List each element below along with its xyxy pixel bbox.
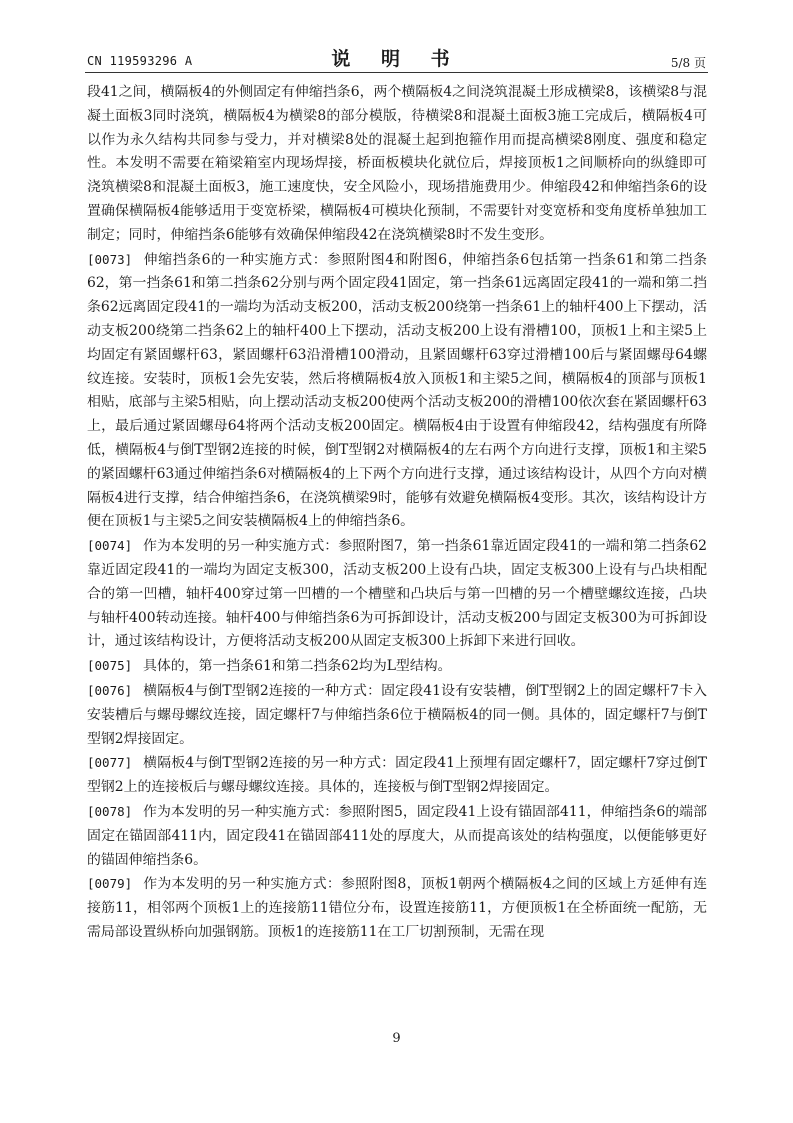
paragraph-number: [0078] <box>87 803 133 819</box>
paragraph-continuation <box>87 81 707 248</box>
paragraph-text: 伸缩挡条6的一种实施方式：参照附图4和附图6，伸缩挡条6包括第一挡条61和第二挡条62，第一挡条61和第二挡条62分别与两个固定段41固定，第一挡条61远离固定段41的一端和第二挡条62远离固定段41的一端均为活动支板200，活动支板200绕第一挡条61上的轴杆400上下摆动，活动支板200绕第二挡条62上的轴杆400上下摆动，活动支板200上设有滑槽100，顶板1上和主梁5上均固定有紧固螺杆63，紧固螺杆63沿滑槽100滑动，且紧固螺杆63穿过滑槽100后与紧固螺母64螺纹连接。安装时，顶板1会先安装，然后将横隔板4放入顶板1和主梁5之间，横隔板4的顶部与顶板1相贴，底部与主梁5相贴，向上摆动活动支板200使两个活动支板200的滑槽100依次套在紧固螺杆63上，最后通过紧固螺母64将两个活动支板200固定。横隔板4由于设置有伸缩段42，结构强度有所降低，横隔板4与倒T型钢2连接的时候，倒T型钢2对横隔板4的左右两个方向进行支撑，顶板1和主梁5的紧固螺杆63通过伸缩挡条6对横隔板4的上下两个方向进行支撑，通过该结构设计，从四个方向对横隔板4进行支撑，结合伸缩挡条6，在浇筑横梁9时，能够有效避免横隔板4变形。其次，该结构设计方便在顶板1与主梁5之间安装横隔板4上的伸缩挡条6。 <box>87 251 708 530</box>
page-number: 9 <box>392 1031 401 1046</box>
paragraph-number: [0077] <box>87 755 133 771</box>
paragraph-number: [0075] <box>87 658 133 674</box>
paragraph-text: 横隔板4与倒T型钢2连接的一种方式：固定段41设有安装槽，倒T型钢2上的固定螺杆7卡入安装槽后与螺母螺纹连接，固定螺杆7与伸缩挡条6位于横隔板4的同一侧。具体的，固定螺杆7与倒T型钢2焊接固定。 <box>87 682 707 747</box>
paragraph-0074 <box>87 534 707 654</box>
page-header <box>0 0 793 80</box>
description-body <box>87 81 707 945</box>
header-divider <box>85 72 708 73</box>
paragraph-0076 <box>87 679 707 751</box>
page-indicator: 5/8 页 <box>670 56 706 70</box>
paragraph-text: 横隔板4与倒T型钢2连接的另一种方式：固定段41上预埋有固定螺杆7，固定螺杆7穿过倒T型钢2上的连接板后与螺母螺纹连接。具体的，连接板与倒T型钢2焊接固定。 <box>87 755 707 796</box>
patent-number: CN 119593296 A <box>87 54 193 68</box>
paragraph-text: 段41之间，横隔板4的外侧固定有伸缩挡条6，两个横隔板4之间浇筑混凝土形成横梁8，该横梁8与混凝土面板3同时浇筑，横隔板4为横梁8的部分模版，待横梁8和混凝土面板3施工完成后，横隔板4可以作为永久结构共同参与受力，并对横梁8处的混凝土起到抱箍作用而提高横梁8刚度、强度和稳定性。本发明不需要在箱梁箱室内现场焊接，桥面板模块化就位后，焊接顶板1之间顺桥向的纵缝即可浇筑横梁8和混凝土面板3，施工速度快，安全风险小，现场措施费用少。伸缩段42和伸缩挡条6的设置确保横隔板4能够适用于变宽桥梁，横隔板4可模块化预制，不需要针对变宽桥和变角度桥单独加工制定；同时，伸缩挡条6能够有效确保伸缩段42在浇筑横梁8时不发生变形。 <box>87 84 707 243</box>
paragraph-0079 <box>87 872 707 944</box>
document-title: 说 明 书 <box>331 48 462 70</box>
paragraph-text: 作为本发明的另一种实施方式：参照附图5，固定段41上设有锚固部411，伸缩挡条6的端部固定在锚固部411内，固定段41在锚固部411处的厚度大，从而提高该处的结构强度，以便能够更好的锚固伸缩挡条6。 <box>87 803 707 868</box>
paragraph-0075 <box>87 654 707 679</box>
paragraph-text: 具体的，第一挡条61和第二挡条62均为L型结构。 <box>143 658 452 675</box>
paragraph-text: 作为本发明的另一种实施方式：参照附图8，顶板1朝两个横隔板4之间的区域上方延伸有连接筋11，相邻两个顶板1上的连接筋11错位分布，设置连接筋11，方便顶板1在全桥面统一配筋，无需局部设置纵桥向加强钢筋。顶板1的连接筋11在工厂切割预制，无需在现 <box>87 876 707 940</box>
paragraph-number: [0079] <box>87 876 133 892</box>
paragraph-number: [0076] <box>87 682 133 698</box>
paragraph-0078 <box>87 800 707 872</box>
paragraph-text: 作为本发明的另一种实施方式：参照附图7，第一挡条61靠近固定段41的一端和第二挡条62靠近固定段41的一端均为固定支板300，活动支板200上设有凸块，固定支板300上设有与凸块相配合的第一凹槽，轴杆400穿过第一凹槽的一个槽壁和凸块后与第一凹槽的另一个槽壁螺纹连接，凸块与轴杆400转动连接。轴杆400与伸缩挡条6为可拆卸设计，活动支板200与固定支板300为可拆卸设计，通过该结构设计，方便将活动支板200从固定支板300上拆卸下来进行回收。 <box>87 538 707 650</box>
paragraph-number: [0073] <box>87 251 133 267</box>
paragraph-number: [0074] <box>87 538 133 554</box>
paragraph-0077 <box>87 751 707 800</box>
paragraph-0073 <box>87 248 707 535</box>
